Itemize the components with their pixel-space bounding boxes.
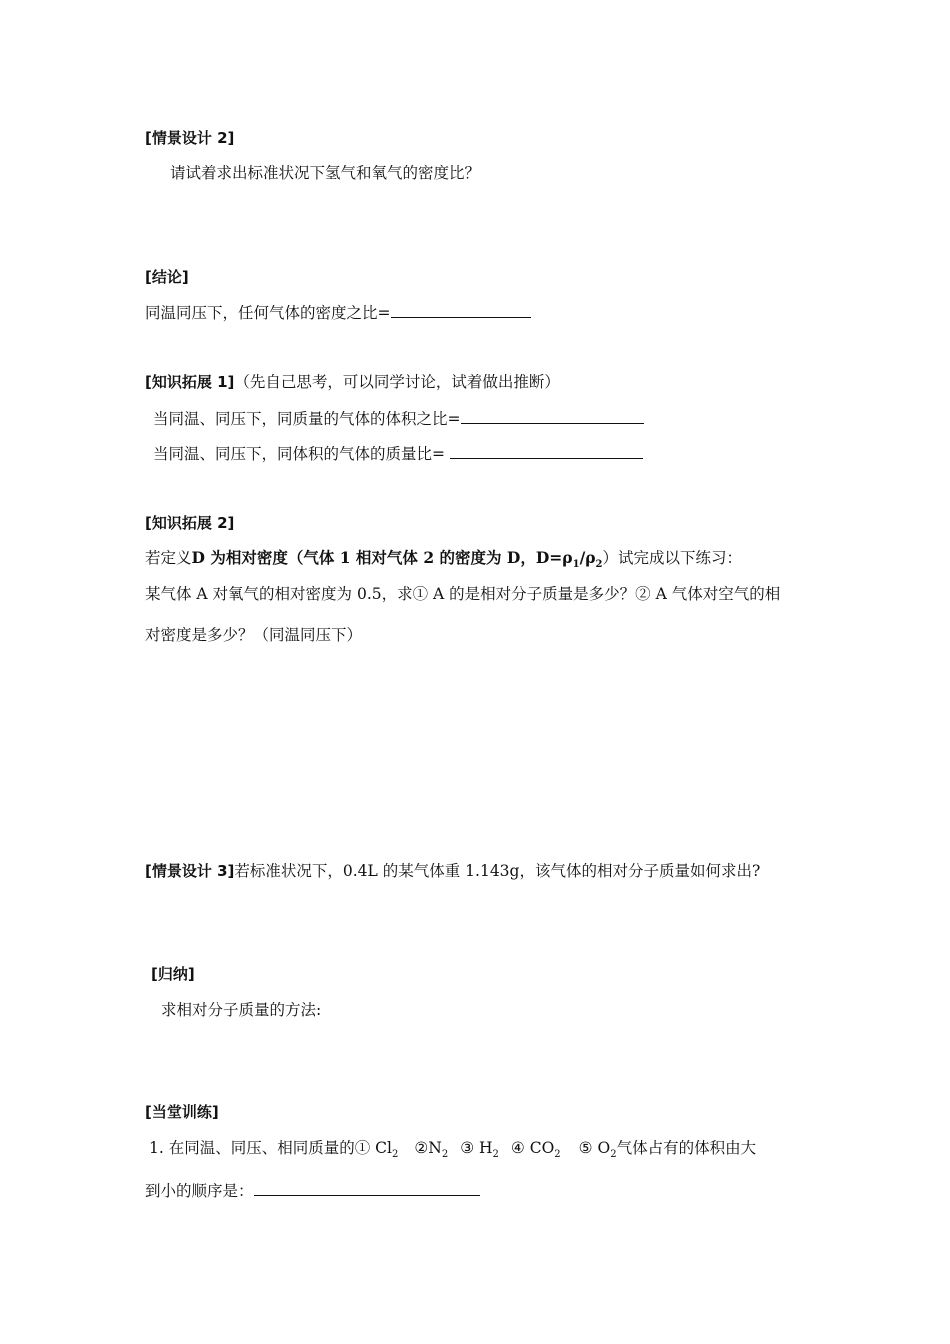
section-heading-conclusion: [结论] (145, 268, 189, 286)
definition-bold (191, 548, 603, 571)
section-heading-extension-2: [知识拓展 2] (145, 514, 235, 532)
scenario-3-line (145, 860, 760, 882)
q1-part-f: 气体占有的体积由大 (616, 1139, 757, 1157)
practice-question-1-line-2 (145, 1179, 480, 1202)
relative-density-definition (145, 547, 742, 569)
q1-sub-e: 2 (610, 1149, 617, 1161)
practice-question-1 (149, 1137, 756, 1159)
section-heading-scenario-2: [情景设计 2] (145, 129, 235, 147)
mass-ratio-text: 当同温、同压下，同体积的气体的质量比= (153, 445, 450, 463)
conclusion-text: 同温同压下，任何气体的密度之比= (145, 304, 391, 322)
definition-suffix: ）试完成以下练习： (602, 549, 743, 567)
q1-sub-d: 2 (554, 1149, 561, 1161)
section-heading-extension-1: [知识拓展 1] (145, 373, 235, 391)
extension-1-heading-line (145, 371, 560, 393)
definition-prefix: 若定义 (145, 549, 192, 567)
extension-1-note: （先自己思考，可以同学讨论，试着做出推断） (234, 373, 560, 391)
q1-order-text: 到小的顺序是： (145, 1182, 254, 1200)
scenario-3-text: 若标准状况下，0.4L 的某气体重 1.143g，该气体的相对分子质量如何求出? (234, 862, 761, 880)
answer-blank-mass-ratio[interactable] (450, 442, 643, 459)
section-heading-classroom-practice: [当堂训练] (145, 1103, 219, 1121)
section-heading-scenario-3: [情景设计 3] (145, 862, 235, 880)
q1-part-b: ②N (414, 1139, 442, 1157)
conclusion-line (145, 301, 531, 324)
q1-sub-c: 2 (492, 1149, 499, 1161)
definition-bold-text: D 为相对密度（气体 1 相对气体 2 的密度为 D，D=ρ (191, 548, 573, 567)
answer-blank-density-ratio[interactable] (391, 301, 531, 318)
volume-ratio-text: 当同温、同压下，同质量的气体的体积之比= (153, 410, 461, 428)
q1-part-a: 1. 在同温、同压、相同质量的① Cl (149, 1139, 392, 1157)
q1-part-d: ④ CO (510, 1139, 555, 1157)
problem-line-1: 某气体 A 对氧气的相对密度为 0.5，求① A 的是相对分子质量是多少？② A 气体对空气的相 (145, 585, 781, 603)
rho-subscript-2: 2 (595, 559, 603, 571)
extension-1-line-2 (153, 442, 643, 465)
definition-slash-rho: /ρ (579, 548, 596, 567)
scenario-2-question: 请试着求出标准状况下氢气和氧气的密度比？ (170, 164, 481, 182)
q1-part-c: ③ H (460, 1139, 493, 1157)
q1-part-e: ⑤ O (578, 1139, 611, 1157)
rho-subscript-1: 1 (572, 559, 580, 571)
summary-text: 求相对分子质量的方法: (161, 1001, 322, 1019)
section-heading-summary: [归纳] (151, 965, 195, 983)
answer-blank-volume-ratio[interactable] (461, 407, 644, 424)
extension-1-line-1 (153, 407, 644, 430)
problem-line-2: 对密度是多少？（同温同压下） (145, 626, 363, 644)
q1-sub-b: 2 (441, 1149, 449, 1161)
answer-blank-volume-order[interactable] (254, 1179, 480, 1196)
q1-sub-a: 2 (391, 1149, 399, 1161)
